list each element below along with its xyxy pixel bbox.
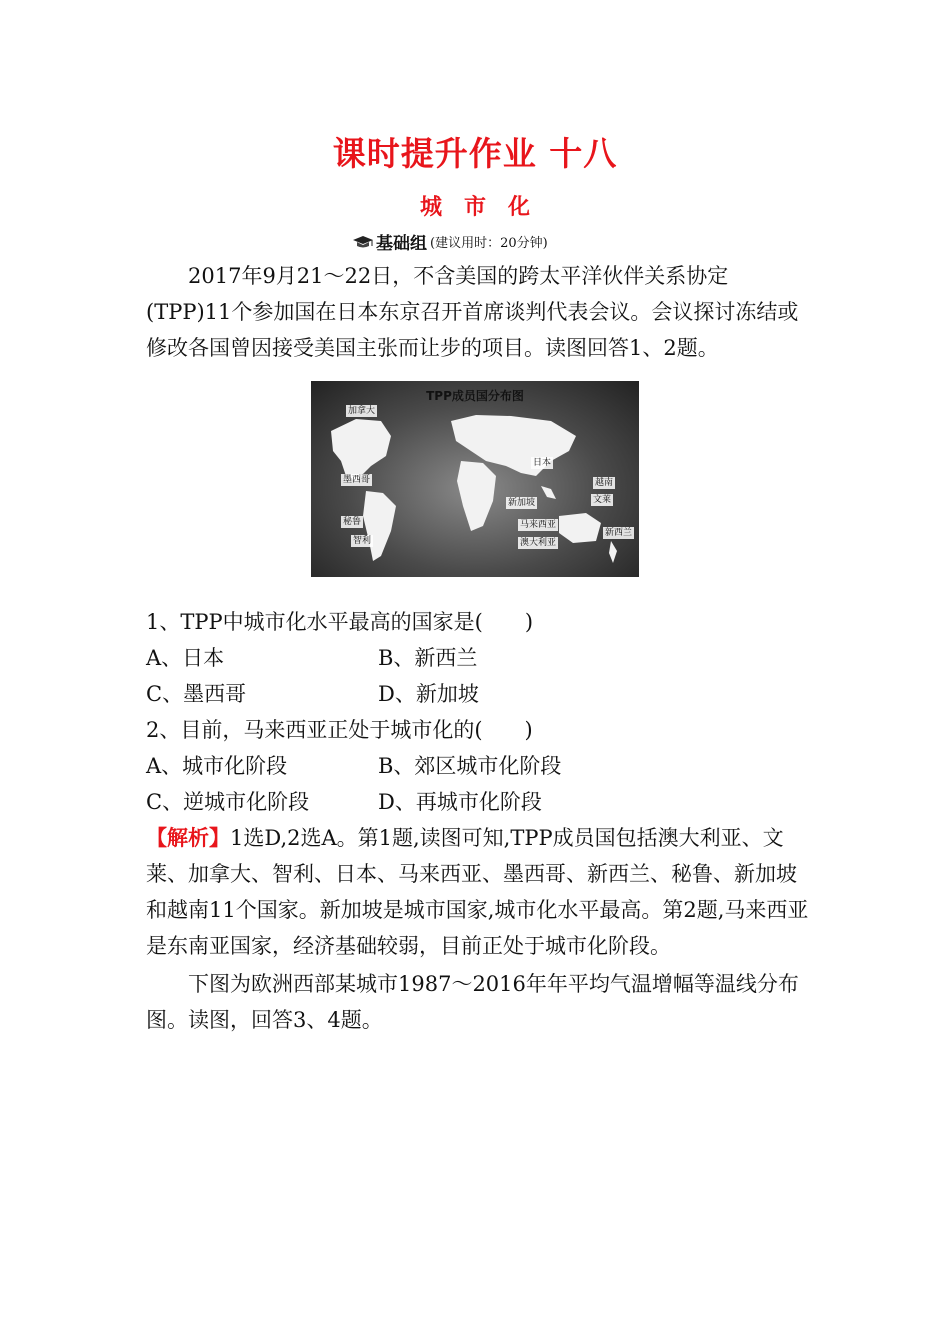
page-subtitle: 城市化 — [419, 195, 552, 220]
map-label-australia: 澳大利亚 — [520, 538, 557, 548]
map-label-malaysia: 马来西亚 — [520, 520, 557, 530]
page-title: 课时提升作业 十八 — [332, 134, 618, 173]
question-2-option-d: D、再城市化阶段 — [378, 790, 542, 814]
question-1-option-b: B、新西兰 — [378, 646, 478, 670]
question-2-option-b: B、郊区城市化阶段 — [378, 754, 562, 778]
analysis-text: 1选D,2选A。第1题,读图可知,TPP成员国包括澳大利亚、文莱、加拿大、智利、日本、马来西亚、墨西哥、新西兰、秘鲁、新加坡和越南11个国家。新加坡是城市国家,城市化水平最高。第2题,马来西亚是东南亚国家，经济基础较弱，目前正处于城市化阶段。 — [146, 826, 809, 958]
question-1-option-d: D、新加坡 — [378, 682, 479, 706]
tpp-map-figure — [311, 381, 639, 577]
group-name: 基础组 — [376, 234, 427, 254]
question-3-4-intro: 下图为欧洲西部某城市1987～2016年年平均气温增幅等温线分布图。读图，回答3、4题。 — [146, 972, 799, 1032]
group-header — [352, 229, 548, 254]
intro-paragraph: 2017年9月21～22日，不含美国的跨太平洋伙伴关系协定(TPP)11个参加国在日本东京召开首席谈判代表会议。会议探讨冻结或修改各国曾因接受美国主张而让步的项目。读图回答1、2题。 — [146, 264, 799, 360]
map-title: TPP成员国分布图 — [426, 389, 524, 403]
map-label-chile: 智利 — [353, 536, 372, 546]
map-label-singapore: 新加坡 — [508, 498, 536, 508]
map-label-brunei: 文莱 — [593, 495, 612, 505]
question-1-stem: 1、TPP中城市化水平最高的国家是( ) — [146, 610, 534, 634]
analysis-paragraph — [146, 820, 810, 964]
group-time: (建议用时：20分钟) — [430, 236, 548, 251]
map-label-canada: 加拿大 — [348, 406, 376, 416]
map-label-japan: 日本 — [533, 458, 552, 468]
question-1-option-c: C、墨西哥 — [146, 682, 247, 706]
map-label-new-zealand: 新西兰 — [605, 528, 633, 538]
graduation-cap-icon — [352, 235, 374, 249]
question-2-option-c: C、逆城市化阶段 — [146, 790, 310, 814]
map-label-peru: 秘鲁 — [343, 517, 362, 527]
question-1-option-a: A、日本 — [146, 646, 225, 670]
question-2-stem: 2、目前，马来西亚正处于城市化的( ) — [146, 718, 533, 742]
question-2-option-a: A、城市化阶段 — [146, 754, 288, 778]
analysis-tag: 【解析】 — [146, 825, 230, 850]
map-label-mexico: 墨西哥 — [343, 475, 371, 485]
map-label-vietnam: 越南 — [595, 478, 614, 488]
